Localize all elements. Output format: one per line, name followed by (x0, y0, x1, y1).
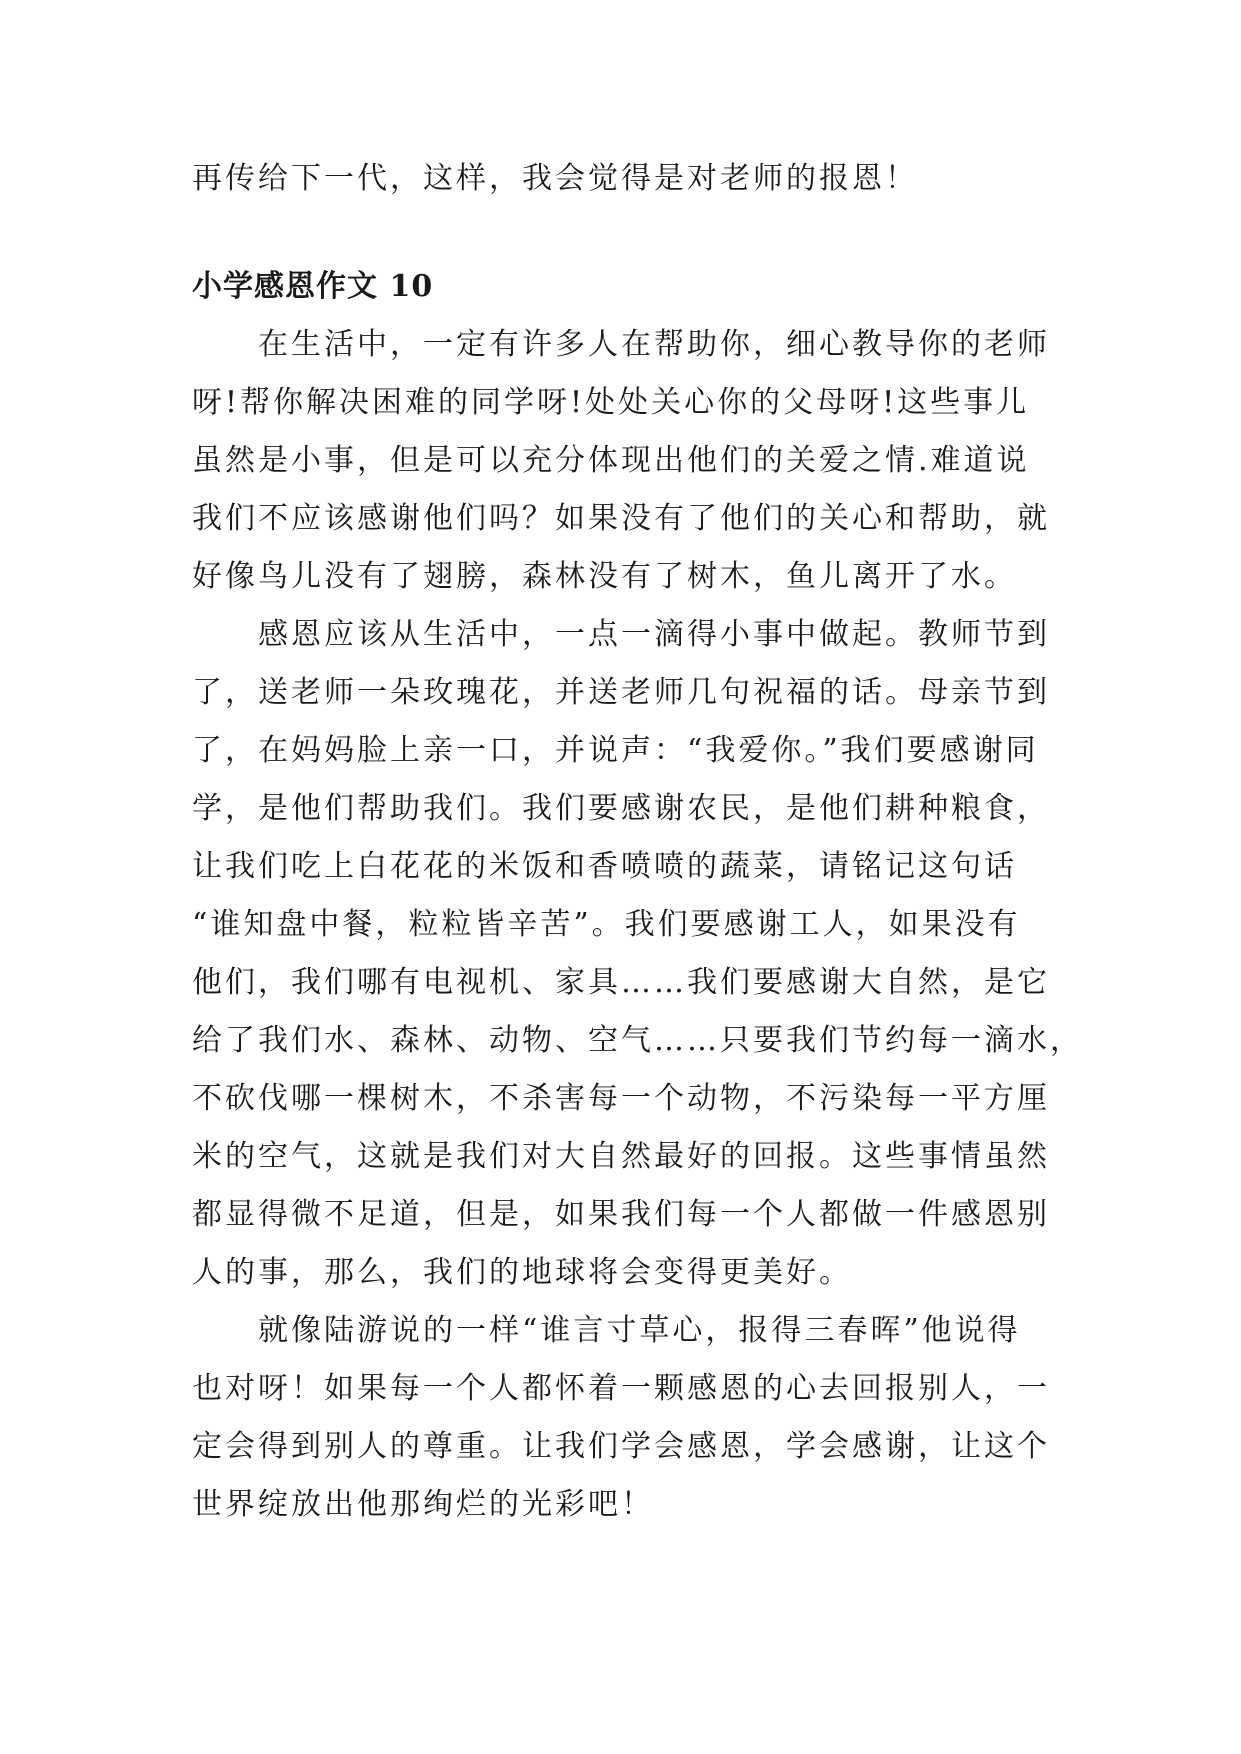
essay-title: 小学感恩作文 10 (192, 269, 434, 304)
text-line: 给了我们水、森林、动物、空气……只要我们节约每一滴水， (192, 1023, 1083, 1058)
text-line: 不砍伐哪一棵树木，不杀害每一个动物，不污染每一平方厘 (192, 1081, 1050, 1116)
paragraph-2 (192, 606, 1083, 1302)
text-line: 好像鸟儿没有了翅膀，森林没有了树木，鱼儿离开了水。 (192, 559, 1017, 594)
text-line: 都显得微不足道，但是，如果我们每一个人都做一件感恩别 (192, 1197, 1050, 1232)
text-line: 了，在妈妈脸上亲一口，并说声：“我爱你。”我们要感谢同 (192, 733, 1039, 768)
text-line: 就像陆游说的一样“谁言寸草心，报得三春晖”他说得 (258, 1313, 1021, 1348)
text-line: 米的空气，这就是我们对大自然最好的回报。这些事情虽然 (192, 1139, 1050, 1174)
text-line: 在生活中，一定有许多人在帮助你，细心教导你的老师 (258, 327, 1050, 362)
text-line: 世界绽放出他那绚烂的光彩吧！ (192, 1487, 654, 1522)
text-line: 让我们吃上白花花的米饭和香喷喷的蔬菜，请铭记这句话 (192, 849, 1017, 884)
text-line: 定会得到别人的尊重。让我们学会感恩，学会感谢，让这个 (192, 1429, 1050, 1464)
text-line: 感恩应该从生活中，一点一滴得小事中做起。教师节到 (258, 617, 1050, 652)
section-gap (192, 208, 1050, 258)
document-page (192, 150, 1083, 1534)
text-line: 呀!帮你解决困难的同学呀!处处关心你的父母呀!这些事儿 (192, 385, 1030, 420)
text-line: 学，是他们帮助我们。我们要感谢农民，是他们耕种粮食， (192, 791, 1050, 826)
text-line: 虽然是小事，但是可以充分体现出他们的关爱之情.难道说 (192, 443, 1030, 478)
paragraph-1 (192, 316, 1050, 606)
paragraph-3 (192, 1302, 1050, 1534)
text-line: 我们不应该感谢他们吗？如果没有了他们的关心和帮助，就 (192, 501, 1050, 536)
text-line: 再传给下一代，这样，我会觉得是对老师的报恩！ (192, 161, 918, 196)
carryover-paragraph (192, 150, 1050, 208)
text-line: 也对呀！如果每一个人都怀着一颗感恩的心去回报别人，一 (192, 1371, 1050, 1406)
text-line: 了，送老师一朵玫瑰花，并送老师几句祝福的话。母亲节到 (192, 675, 1050, 710)
text-line: 他们，我们哪有电视机、家具……我们要感谢大自然，是它 (192, 965, 1050, 1000)
text-line: 人的事，那么，我们的地球将会变得更美好。 (192, 1255, 852, 1290)
text-line: “谁知盘中餐，粒粒皆辛苦”。我们要感谢工人，如果没有 (192, 907, 1021, 942)
